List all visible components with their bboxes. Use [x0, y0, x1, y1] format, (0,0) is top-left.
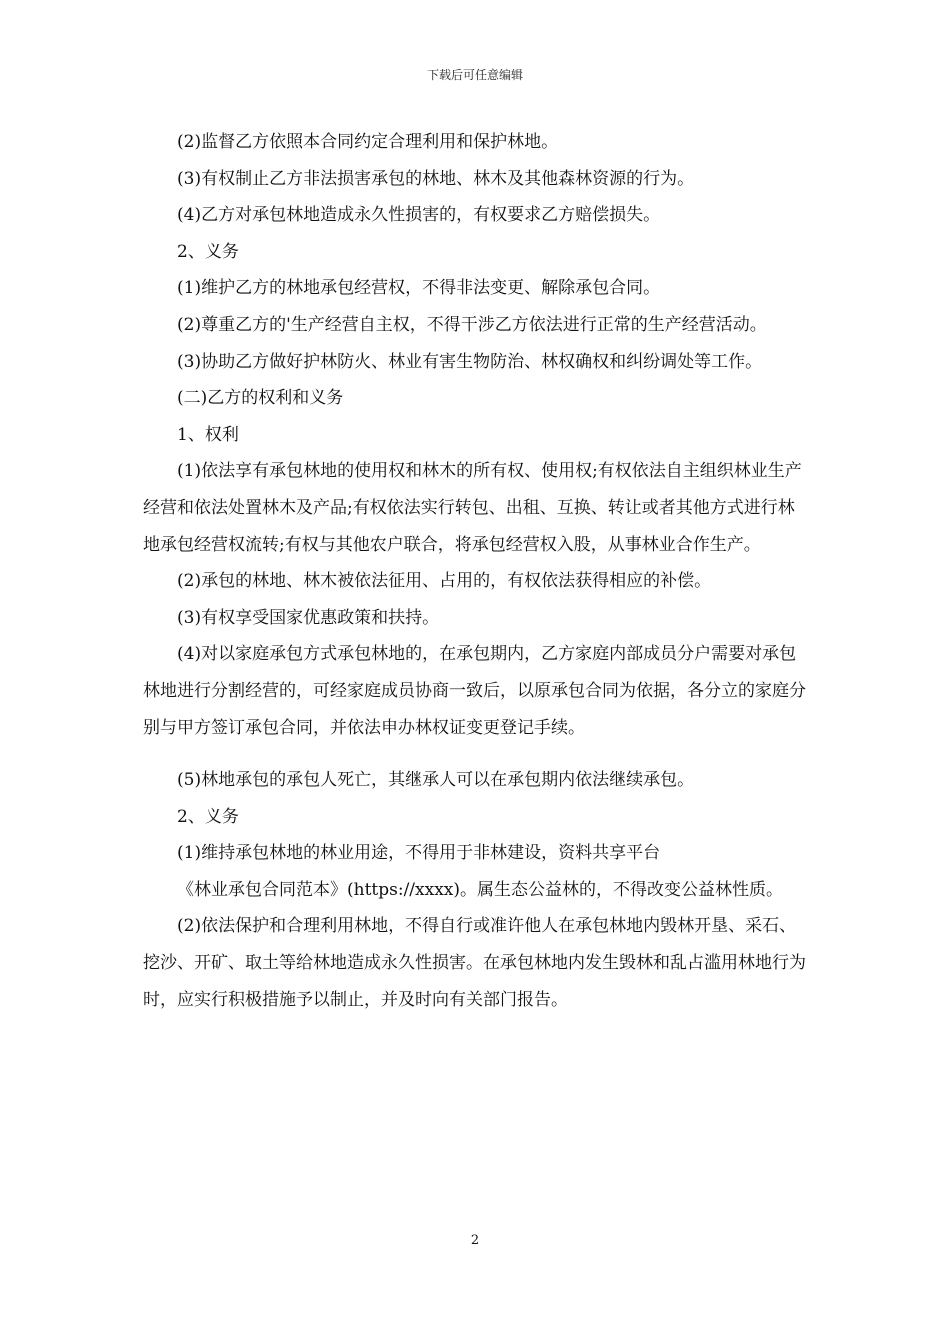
paragraph-stop-damage: (3)有权制止乙方非法损害承包的林地、林木及其他森林资源的行为。: [177, 168, 695, 189]
paragraph-compensation: (4)乙方对承包林地造成永久性损害的，有权要求乙方赔偿损失。: [177, 205, 661, 226]
heading-obligations-b: 2、义务: [177, 806, 239, 827]
document-body: [143, 124, 807, 1018]
heading-obligations-a: 2、义务: [177, 241, 239, 262]
heading-rights: 1、权利: [177, 424, 239, 445]
paragraph-use-rights: (1)依法享有承包林地的使用权和林木的所有权、使用权;有权依法自主组织林业生产经营和依法处置林木及产品;有权依法实行转包、出租、互换、转让或者其他方式进行林地承包经营权流转;有权与其他农户联合，将承包经营权入股，从事林业合作生产。: [143, 461, 802, 555]
paragraph-protect-land: (2)依法保护和合理利用林地，不得自行或准许他人在承包林地内毁林开垦、采石、挖沙、开矿、取土等给林地造成永久性损害。在承包林地内发生毁林和乱占滥用林地行为时，应实行积极措施予以制止，并及时向有关部门报告。: [143, 916, 806, 1010]
paragraph-compensation-b: (2)承包的林地、林木被依法征用、占用的，有权依法获得相应的补偿。: [177, 571, 712, 592]
paragraph-supervise: (2)监督乙方依照本合同约定合理利用和保护林地。: [177, 132, 559, 152]
page-number: 2: [470, 1233, 480, 1248]
paragraph-policy-support: (3)有权享受国家优惠政策和扶持。: [177, 607, 440, 628]
paragraph-source-link: 《林业承包合同范本》(https://xxxx)。属生态公益林的，不得改变公益林性质。: [177, 879, 784, 900]
heading-party-b: (二)乙方的权利和义务: [177, 388, 344, 409]
paragraph-forest-use: (1)维持承包林地的林业用途，不得用于非林建设，资料共享平台: [177, 843, 661, 864]
paragraph-respect-autonomy: (2)尊重乙方的'生产经营自主权，不得干涉乙方依法进行正常的生产经营活动。: [177, 314, 767, 335]
page-header: 下载后可任意编辑: [426, 68, 523, 82]
paragraph-maintain-rights: (1)维护乙方的林地承包经营权，不得非法变更、解除承包合同。: [177, 278, 661, 299]
paragraph-assist: (3)协助乙方做好护林防火、林业有害生物防治、林权确权和纠纷调处等工作。: [177, 351, 763, 372]
paragraph-inheritance: (5)林地承包的承包人死亡，其继承人可以在承包期内依法继续承包。: [177, 770, 695, 791]
paragraph-family-contract: (4)对以家庭承包方式承包林地的，在承包期内，乙方家庭内部成员分户需要对承包林地进行分割经营的，可经家庭成员协商一致后，以原承包合同为依据，各分立的家庭分别与甲方签订承包合同，并依法申办林权证变更登记手续。: [143, 644, 806, 738]
